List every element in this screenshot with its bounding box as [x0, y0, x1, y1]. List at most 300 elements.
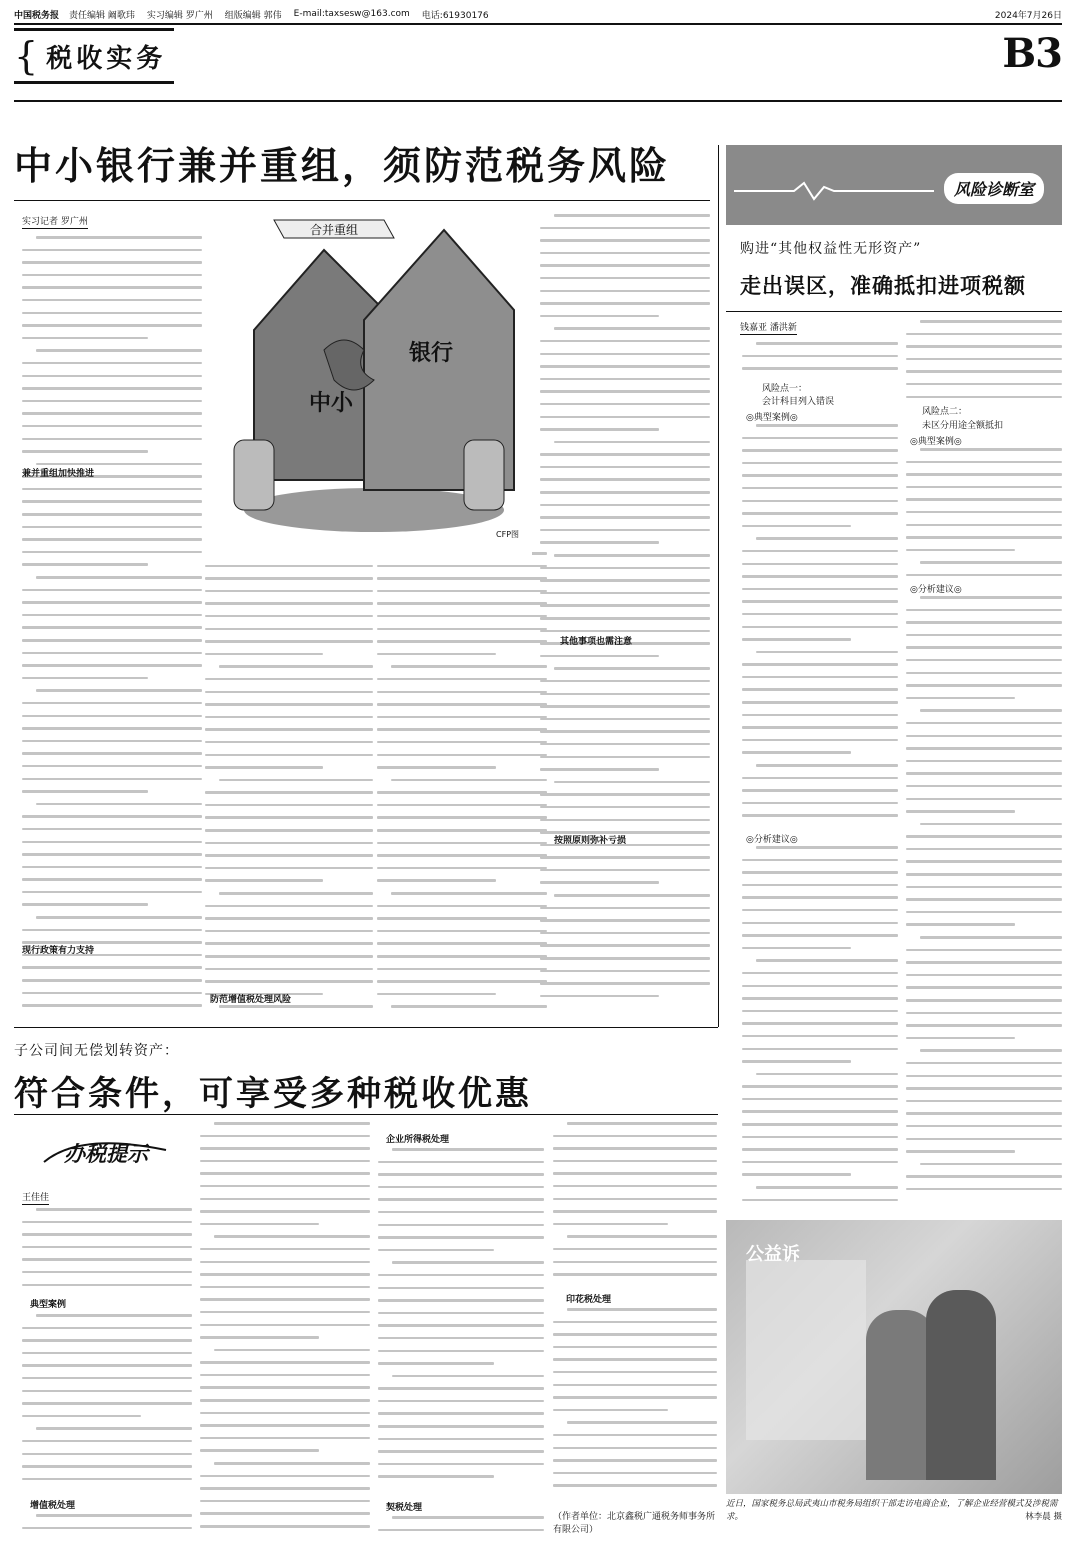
text-line — [22, 1377, 192, 1380]
text-line — [392, 1375, 544, 1378]
text-line — [742, 802, 898, 805]
text-line — [567, 1122, 717, 1125]
right-col-2 — [906, 320, 1062, 402]
text-line — [377, 842, 547, 845]
text-line — [200, 1336, 319, 1339]
text-line — [36, 916, 202, 919]
text-line — [540, 466, 710, 469]
text-line — [22, 828, 202, 831]
text-line — [540, 869, 710, 872]
text-line — [22, 1221, 192, 1224]
text-line — [22, 1233, 192, 1236]
text-line — [540, 730, 710, 733]
text-line — [553, 1384, 717, 1387]
text-line — [906, 835, 1062, 838]
text-line — [205, 804, 373, 807]
text-line — [742, 1098, 898, 1101]
text-line — [553, 1172, 717, 1175]
text-line — [200, 1172, 370, 1175]
case-label-2: ◎典型案例◎ — [910, 437, 962, 447]
text-line — [920, 448, 1062, 451]
text-line — [205, 942, 373, 945]
text-line — [200, 1374, 370, 1377]
text-line — [553, 1333, 717, 1336]
text-line — [906, 760, 1062, 763]
illus-label-small: 中小 — [309, 390, 354, 416]
text-line — [906, 722, 1062, 725]
text-line — [36, 1208, 192, 1211]
text-line — [742, 1136, 898, 1139]
text-line — [540, 630, 710, 633]
text-line — [906, 1112, 1062, 1115]
text-line — [378, 1161, 544, 1164]
text-line — [567, 1308, 717, 1311]
text-line — [540, 504, 710, 507]
text-line — [22, 1004, 202, 1007]
text-line — [200, 1147, 370, 1150]
text-line — [22, 551, 202, 554]
text-line — [377, 968, 547, 971]
main-subhead-5: 其他事项也需注意 — [560, 637, 633, 647]
text-line — [742, 726, 898, 729]
text-line — [540, 705, 710, 708]
text-line — [906, 383, 1062, 386]
text-line — [22, 538, 202, 541]
section-brace-icon: { — [14, 34, 39, 78]
text-line — [540, 793, 710, 796]
text-line — [391, 665, 547, 668]
lower-subhead-3: 企业所得税处理 — [386, 1135, 450, 1145]
main-subhead-2: 现行政策有力支持 — [22, 946, 95, 956]
text-line — [567, 1235, 717, 1238]
text-line — [540, 264, 710, 267]
text-line — [742, 922, 898, 925]
text-line — [742, 909, 898, 912]
text-line — [22, 450, 148, 453]
text-line — [36, 803, 202, 806]
text-line — [22, 324, 202, 327]
text-line — [378, 1236, 544, 1239]
text-line — [391, 892, 547, 895]
risk-point-2-label: 风险点二： — [922, 407, 968, 417]
text-line — [553, 1185, 717, 1188]
text-line — [553, 1198, 717, 1201]
text-line — [906, 1012, 1062, 1015]
text-line — [377, 678, 547, 681]
text-line — [540, 919, 710, 922]
text-line — [378, 1425, 544, 1428]
right-col-divider — [718, 145, 719, 1027]
text-line — [906, 848, 1062, 851]
text-line — [22, 1415, 141, 1418]
text-line — [567, 1421, 717, 1424]
text-line — [205, 640, 373, 643]
text-line — [540, 252, 710, 255]
lower-col-3 — [378, 1148, 544, 1494]
text-line — [906, 473, 1062, 476]
text-line — [36, 689, 202, 692]
right-col-1 — [742, 342, 898, 380]
text-line — [742, 751, 851, 754]
text-line — [554, 554, 710, 557]
lower-headline-rule — [14, 1114, 718, 1115]
text-line — [377, 691, 547, 694]
text-line — [200, 1424, 370, 1427]
text-line — [742, 884, 898, 887]
text-line — [540, 416, 710, 419]
text-line — [553, 1261, 717, 1264]
text-line — [906, 810, 1015, 813]
text-line — [22, 790, 148, 793]
text-line — [22, 1364, 192, 1367]
text-line — [906, 911, 1062, 914]
text-line — [540, 541, 659, 544]
text-line — [22, 249, 202, 252]
main-col-4 — [540, 214, 710, 1026]
text-line — [205, 917, 373, 920]
text-line — [200, 1298, 370, 1301]
text-line — [540, 907, 710, 910]
text-line — [906, 1037, 1015, 1040]
text-line — [378, 1529, 544, 1532]
text-line — [205, 842, 373, 845]
text-line — [906, 333, 1062, 336]
text-line — [906, 646, 1062, 649]
text-line — [553, 1135, 717, 1138]
text-line — [906, 986, 1062, 989]
text-line — [377, 804, 547, 807]
text-line — [22, 274, 202, 277]
text-line — [742, 777, 898, 780]
lower-col-1c — [22, 1514, 192, 1544]
headline-rule — [14, 200, 710, 201]
text-line — [377, 879, 496, 882]
text-line — [378, 1274, 544, 1277]
text-line — [906, 1075, 1062, 1078]
text-line — [553, 1273, 717, 1276]
text-line — [22, 866, 202, 869]
text-line — [540, 743, 710, 746]
section-title — [14, 28, 174, 84]
text-line — [540, 944, 710, 947]
news-photo — [726, 1220, 1062, 1494]
text-line — [906, 798, 1062, 801]
text-line — [22, 488, 202, 491]
contact-email: E-mail:taxsesw@163.com — [293, 9, 410, 19]
text-line — [906, 1024, 1062, 1027]
text-line — [756, 342, 898, 345]
text-line — [22, 299, 202, 302]
text-line — [378, 1438, 544, 1441]
text-line — [377, 728, 547, 731]
text-line — [22, 1352, 192, 1355]
text-line — [920, 320, 1062, 323]
text-line — [200, 1210, 370, 1213]
text-line — [553, 1321, 717, 1324]
text-line — [378, 1211, 544, 1214]
text-line — [742, 789, 898, 792]
text-line — [378, 1224, 544, 1227]
text-line — [22, 664, 202, 667]
text-line — [742, 588, 898, 591]
text-line — [392, 1516, 544, 1519]
text-line — [540, 227, 710, 230]
right-kicker: 购进“其他权益性无形资产” — [740, 241, 922, 257]
text-line — [742, 1035, 898, 1038]
text-line — [205, 766, 323, 769]
text-line — [205, 741, 373, 744]
text-line — [22, 589, 202, 592]
text-line — [377, 930, 547, 933]
text-line — [540, 403, 710, 406]
text-line — [742, 1110, 898, 1113]
text-line — [205, 565, 373, 568]
text-line — [219, 779, 373, 782]
section-title-text: 税收实务 — [46, 43, 167, 74]
text-line — [540, 239, 710, 242]
text-line — [742, 985, 898, 988]
text-line — [22, 526, 202, 529]
text-line — [742, 638, 851, 641]
text-line — [554, 894, 710, 897]
text-line — [22, 1440, 192, 1443]
text-line — [742, 600, 898, 603]
text-line — [377, 942, 547, 945]
main-col-2 — [205, 552, 373, 1026]
text-line — [205, 980, 373, 983]
text-line — [906, 1138, 1062, 1141]
text-line — [906, 1188, 1062, 1191]
text-line — [22, 438, 202, 441]
text-line — [377, 754, 547, 757]
text-line — [540, 428, 659, 431]
text-line — [377, 703, 547, 706]
text-line — [205, 728, 373, 731]
text-line — [906, 345, 1062, 348]
text-line — [906, 873, 1062, 876]
issue-date: 2024年7月26日 — [994, 11, 1062, 21]
section-rule — [14, 100, 1062, 102]
text-line — [377, 955, 547, 958]
lower-subhead-1: 典型案例 — [30, 1300, 67, 1310]
text-line — [377, 917, 547, 920]
text-line — [906, 672, 1062, 675]
text-line — [906, 524, 1062, 527]
text-line — [742, 1161, 898, 1164]
text-line — [22, 513, 202, 516]
text-line — [200, 1261, 370, 1264]
text-line — [742, 1148, 898, 1151]
text-line — [378, 1312, 544, 1315]
text-line — [756, 537, 898, 540]
text-line — [540, 390, 710, 393]
text-line — [22, 1390, 192, 1393]
text-line — [742, 462, 898, 465]
lower-col-2 — [200, 1122, 370, 1544]
text-line — [540, 881, 659, 884]
text-line — [392, 1261, 544, 1264]
text-line — [22, 261, 202, 264]
text-line — [378, 1299, 544, 1302]
text-line — [540, 302, 710, 305]
text-line — [22, 312, 202, 315]
text-line — [906, 370, 1062, 373]
text-line — [377, 565, 547, 568]
text-line — [553, 1434, 717, 1437]
text-line — [920, 823, 1062, 826]
text-line — [540, 680, 710, 683]
text-line — [553, 1459, 717, 1462]
risk-point-1-title: 会计科目列入错误 — [762, 397, 835, 407]
text-line — [22, 966, 202, 969]
text-line — [22, 652, 202, 655]
text-line — [200, 1449, 319, 1452]
text-line — [200, 1361, 370, 1364]
text-line — [906, 574, 1062, 577]
main-col-1 — [22, 236, 202, 1026]
text-line — [742, 563, 898, 566]
text-line — [22, 765, 202, 768]
text-line — [22, 903, 148, 906]
text-line — [540, 567, 710, 570]
text-line — [553, 1484, 717, 1487]
text-line — [205, 615, 373, 618]
text-line — [920, 561, 1062, 564]
contact-phone: 电话:61930176 — [421, 10, 489, 21]
author-note: （作者单位：北京鑫税广通税务师事务所有限公司） — [553, 1512, 716, 1535]
text-line — [377, 602, 547, 605]
text-line — [200, 1475, 370, 1478]
text-line — [36, 349, 202, 352]
text-line — [756, 424, 898, 427]
text-line — [22, 929, 202, 932]
text-line — [742, 934, 898, 937]
text-line — [378, 1324, 544, 1327]
text-line — [377, 867, 547, 870]
text-line — [22, 1453, 192, 1456]
text-line — [219, 892, 373, 895]
text-line — [554, 781, 710, 784]
text-line — [906, 1175, 1062, 1178]
text-line — [200, 1286, 370, 1289]
text-line — [378, 1387, 544, 1390]
text-line — [378, 1173, 544, 1176]
text-line — [22, 1284, 192, 1287]
text-line — [377, 791, 547, 794]
text-line — [205, 955, 373, 958]
text-line — [22, 979, 202, 982]
text-line — [540, 315, 659, 318]
text-line — [553, 1358, 717, 1361]
text-line — [205, 653, 323, 656]
text-line — [214, 1122, 370, 1125]
main-subhead-1: 兼并重组加快推进 — [22, 469, 95, 479]
right-col-1b — [742, 424, 898, 828]
text-line — [742, 1010, 898, 1013]
text-line — [200, 1248, 370, 1251]
text-line — [742, 367, 898, 370]
figure-left-icon — [234, 440, 274, 510]
paper-name: 中国税务报 — [14, 10, 60, 21]
text-line — [906, 974, 1062, 977]
photo-credit: 林李晨 摄 — [1025, 1512, 1062, 1522]
text-line — [200, 1160, 370, 1163]
lower-byline: 王佳佳 — [22, 1190, 49, 1205]
editor: 责任编辑 阚歌玮 — [69, 10, 135, 21]
text-line — [22, 853, 202, 856]
text-line — [540, 579, 710, 582]
text-line — [742, 997, 898, 1000]
main-headline: 中小银行兼并重组，须防范税务风险 — [14, 143, 671, 188]
text-line — [742, 701, 898, 704]
text-line — [391, 779, 547, 782]
text-line — [378, 1450, 544, 1453]
text-line — [756, 764, 898, 767]
text-line — [742, 1123, 898, 1126]
text-line — [22, 614, 202, 617]
text-line — [200, 1223, 319, 1226]
text-line — [205, 968, 373, 971]
text-line — [377, 980, 547, 983]
text-line — [906, 511, 1062, 514]
image-credit: CFP图 — [496, 530, 520, 539]
text-line — [22, 601, 202, 604]
text-line — [377, 905, 547, 908]
banshui-logo-text: 办税提示 — [64, 1141, 148, 1166]
right-col-2b — [906, 448, 1062, 578]
text-line — [205, 691, 373, 694]
risk-point-1-label: 风险点一： — [762, 384, 808, 394]
text-line — [742, 896, 898, 899]
text-line — [377, 640, 547, 643]
text-line — [906, 747, 1062, 750]
text-line — [540, 604, 710, 607]
text-line — [554, 214, 710, 217]
text-line — [214, 1349, 370, 1352]
text-line — [22, 878, 202, 881]
text-line — [22, 752, 202, 755]
text-line — [378, 1400, 544, 1403]
text-line — [906, 461, 1062, 464]
text-line — [205, 628, 373, 631]
text-line — [742, 871, 898, 874]
text-line — [205, 590, 373, 593]
right-headline-rule — [726, 311, 1062, 312]
right-byline: 钱嘉亚 潘洪新 — [740, 320, 797, 335]
text-line — [540, 529, 710, 532]
lower-kicker: 子公司间无偿划转资产： — [14, 1043, 179, 1059]
text-line — [540, 378, 710, 381]
main-byline: 实习记者 罗广州 — [22, 214, 88, 229]
case-label-1: ◎典型案例◎ — [746, 413, 798, 423]
text-line — [742, 1048, 898, 1051]
text-line — [742, 1060, 851, 1063]
risk-clinic-banner — [726, 145, 1062, 225]
text-line — [205, 577, 373, 580]
text-line — [742, 550, 898, 553]
lower-col-4b — [553, 1308, 717, 1508]
text-line — [22, 400, 202, 403]
text-line — [906, 1087, 1062, 1090]
text-line — [205, 816, 373, 819]
text-line — [742, 676, 898, 679]
text-line — [540, 806, 710, 809]
text-line — [392, 1148, 544, 1151]
text-line — [742, 437, 898, 440]
text-line — [906, 1125, 1062, 1128]
text-line — [540, 516, 710, 519]
text-line — [906, 949, 1062, 952]
